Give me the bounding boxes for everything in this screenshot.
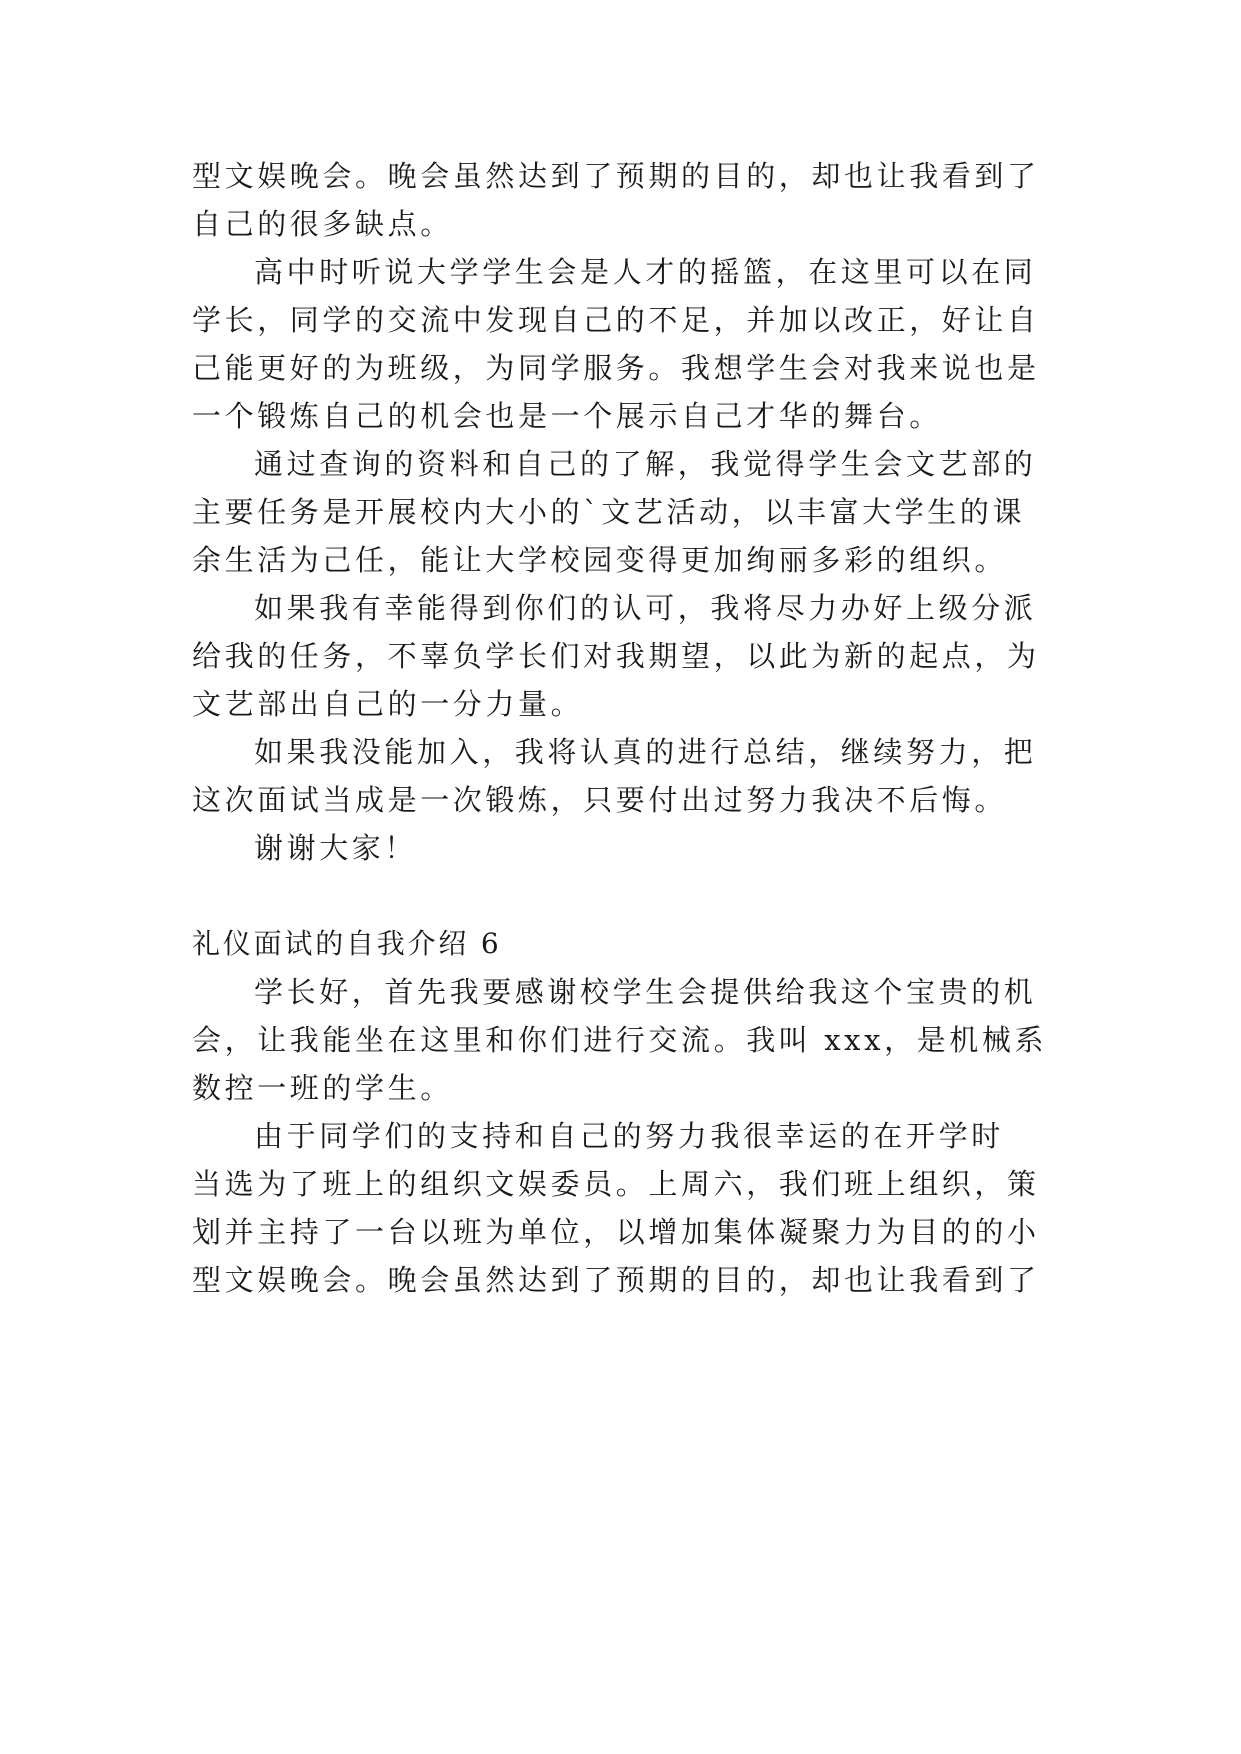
text-line: 一个锻炼自己的机会也是一个展示自己才华的舞台。 bbox=[192, 399, 942, 433]
text-line: 如果我没能加入，我将认真的进行总结，继续努力，把 bbox=[254, 735, 1037, 769]
document-body bbox=[192, 152, 1050, 1304]
paragraph bbox=[192, 584, 1050, 728]
text-line: 余生活为己任，能让大学校园变得更加绚丽多彩的组织。 bbox=[192, 543, 1008, 577]
text-line: 高中时听说大学学生会是人才的摇篮，在这里可以在同 bbox=[254, 255, 1037, 289]
paragraph bbox=[192, 728, 1050, 824]
paragraph bbox=[192, 440, 1050, 584]
text-line: 谢谢大家！ bbox=[254, 831, 418, 865]
paragraph-closing bbox=[192, 824, 1050, 872]
text-line: 型文娱晚会。晚会虽然达到了预期的目的，却也让我看到了 bbox=[192, 159, 1040, 193]
section-gap bbox=[192, 872, 1050, 920]
text-line: 会，让我能坐在这里和你们进行交流。我叫 xxx，是机械系 bbox=[192, 1023, 1048, 1057]
text-line: 这次面试当成是一次锻炼，只要付出过努力我决不后悔。 bbox=[192, 783, 1008, 817]
section-heading: 礼仪面试的自我介绍 6 bbox=[192, 927, 502, 960]
text-line: 自己的很多缺点。 bbox=[192, 207, 453, 241]
text-line: 学长好，首先我要感谢校学生会提供给我这个宝贵的机 bbox=[254, 975, 1037, 1009]
text-line: 文艺部出自己的一分力量。 bbox=[192, 687, 584, 721]
paragraph bbox=[192, 248, 1050, 440]
text-line: 当选为了班上的组织文娱委员。上周六，我们班上组织，策 bbox=[192, 1167, 1040, 1201]
text-line: 由于同学们的支持和自己的努力我很幸运的在开学时 bbox=[254, 1119, 1004, 1153]
paragraph-continuation bbox=[192, 152, 1050, 248]
paragraph bbox=[192, 968, 1050, 1112]
text-line: 型文娱晚会。晚会虽然达到了预期的目的，却也让我看到了 bbox=[192, 1263, 1040, 1297]
text-line: 己能更好的为班级，为同学服务。我想学生会对我来说也是 bbox=[192, 351, 1040, 385]
text-line: 给我的任务，不辜负学长们对我期望，以此为新的起点，为 bbox=[192, 639, 1040, 673]
text-line: 如果我有幸能得到你们的认可，我将尽力办好上级分派 bbox=[254, 591, 1037, 625]
text-line: 主要任务是开展校内大小的`文艺活动，以丰富大学生的课 bbox=[192, 495, 1026, 529]
text-line: 学长，同学的交流中发现自己的不足，并加以改正，好让自 bbox=[192, 303, 1040, 337]
text-line: 通过查询的资料和自己的了解，我觉得学生会文艺部的 bbox=[254, 447, 1037, 481]
paragraph bbox=[192, 1112, 1050, 1304]
text-line: 数控一班的学生。 bbox=[192, 1071, 453, 1105]
text-line: 划并主持了一台以班为单位，以增加集体凝聚力为目的的小 bbox=[192, 1215, 1040, 1249]
